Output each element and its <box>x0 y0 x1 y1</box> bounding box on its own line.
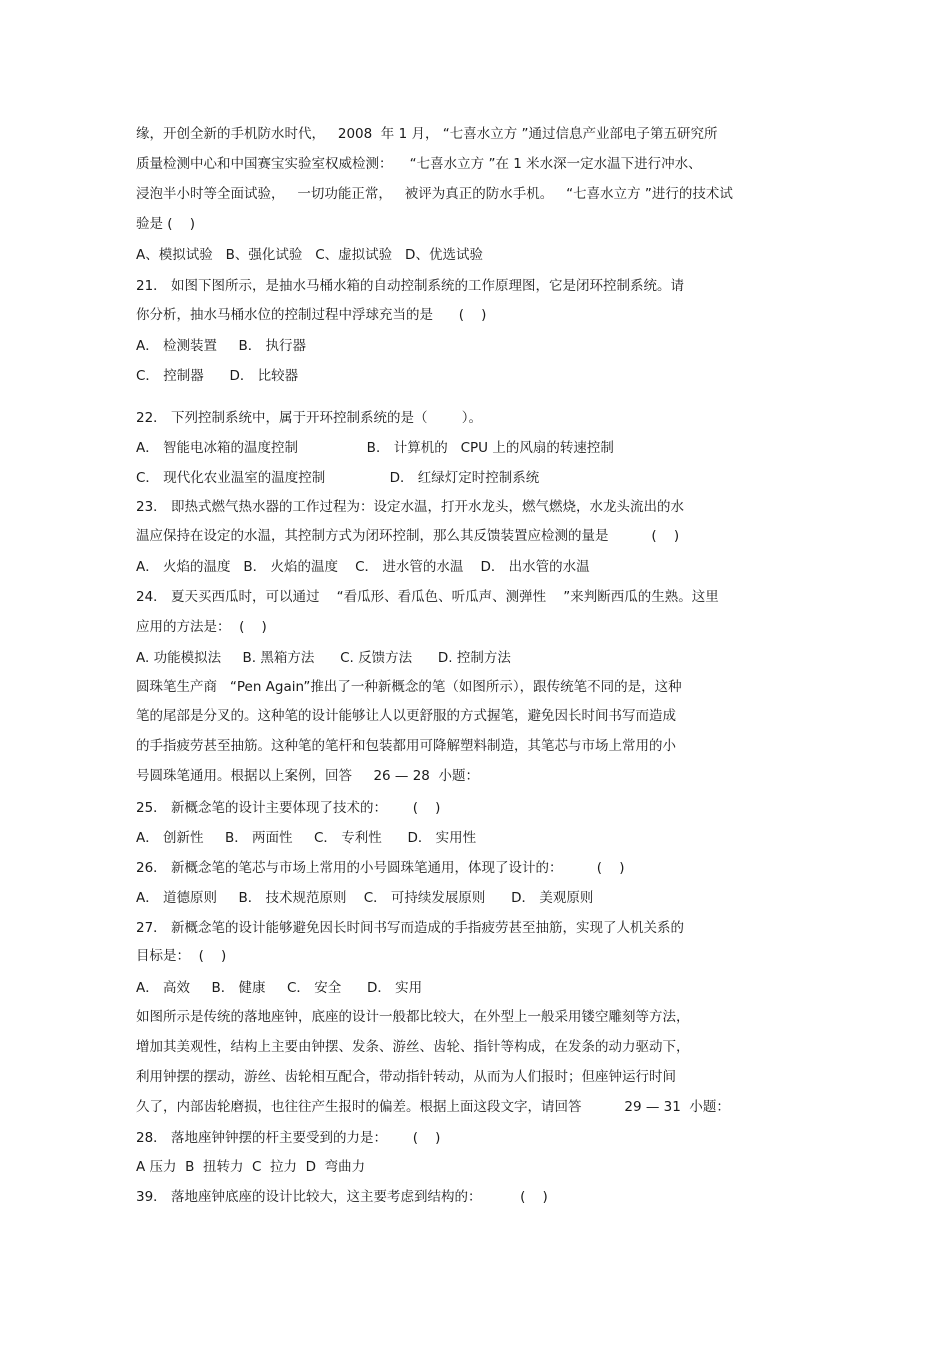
text-line: 39． 落地座钟底座的设计比较大，这主要考虑到结构的： ( ) <box>136 1189 548 1205</box>
text-line: 的手指疲劳甚至抽筋。这种笔的笔杆和包装都用可降解塑料制造，其笔芯与市场上常用的小 <box>136 738 676 754</box>
text-line: 笔的尾部是分叉的。这种笔的设计能够让人以更舒服的方式握笔，避免因长时间书写而造成 <box>136 708 676 724</box>
text-line: 应用的方法是： ( ) <box>136 619 267 635</box>
text-line: 22． 下列控制系统中，属于开环控制系统的是（ ）。 <box>136 410 483 426</box>
text-line: 21． 如图下图所示，是抽水马桶水箱的自动控制系统的工作原理图，它是闭环控制系统。请 <box>136 278 684 294</box>
text-line: A． 智能电冰箱的温度控制 B． 计算机的 CPU 上的风扇的转速控制 <box>136 440 614 456</box>
text-line: 号圆珠笔通用。根据以上案例，回答 26 — 28 小题： <box>136 768 479 784</box>
text-line: 利用钟摆的摆动，游丝、齿轮相互配合，带动指针转动，从而为人们报时；但座钟运行时间 <box>136 1069 676 1085</box>
text-line: 缘，开创全新的手机防水时代， 2008 年 1 月， “七喜水立方 ”通过信息产业部电子第五研究所 <box>136 126 718 142</box>
text-line: 27． 新概念笔的设计能够避免因长时间书写而造成的手指疲劳甚至抽筋，实现了人机关系的 <box>136 920 684 936</box>
text-line: 24． 夏天买西瓜时，可以通过 “看瓜形、看瓜色、听瓜声、测弹性 ”来判断西瓜的生熟。这里 <box>136 589 719 605</box>
text-line: 温应保持在设定的水温，其控制方式为闭环控制，那么其反馈装置应检测的量是 ( ) <box>136 528 680 544</box>
text-line: C． 现代化农业温室的温度控制 D． 红绿灯定时控制系统 <box>136 470 540 486</box>
text-line: 如图所示是传统的落地座钟，底座的设计一般都比较大，在外型上一般采用镂空雕刻等方法， <box>136 1009 690 1025</box>
text-line: C． 控制器 D． 比较器 <box>136 368 299 384</box>
text-line: 增加其美观性，结构上主要由钟摆、发条、游丝、齿轮、指针等构成，在发条的动力驱动下， <box>136 1039 690 1055</box>
text-line: 圆珠笔生产商 “Pen Again”推出了一种新概念的笔（如图所示），跟传统笔不同的是，这种 <box>136 679 682 695</box>
text-line: A． 道德原则 B． 技术规范原则 C． 可持续发展原则 D． 美观原则 <box>136 890 594 906</box>
text-line: A. 功能模拟法 B. 黑箱方法 C. 反馈方法 D. 控制方法 <box>136 650 511 666</box>
text-line: A 压力 B 扭转力 C 拉力 D 弯曲力 <box>136 1159 366 1175</box>
text-line: 23． 即热式燃气热水器的工作过程为：设定水温，打开水龙头，燃气燃烧，水龙头流出的水 <box>136 499 684 515</box>
text-line: 25． 新概念笔的设计主要体现了技术的： ( ) <box>136 800 441 816</box>
text-line: A． 创新性 B． 两面性 C． 专利性 D． 实用性 <box>136 830 477 846</box>
text-line: A． 检测装置 B． 执行器 <box>136 338 307 354</box>
text-line: 久了，内部齿轮磨损，也往往产生报时的偏差。根据上面这段文字，请回答 29 — 31 小题： <box>136 1099 730 1115</box>
text-line: 浸泡半小时等全面试验， 一切功能正常， 被评为真正的防水手机。 “七喜水立方 ”进行的技术试 <box>136 186 733 202</box>
text-line: 质量检测中心和中国赛宝实验室权威检测： “七喜水立方 ”在 1 米水深一定水温下进行冲水、 <box>136 156 702 172</box>
text-line: 验是 ( ) <box>136 216 195 232</box>
text-line: 目标是： ( ) <box>136 948 227 964</box>
text-line: 28． 落地座钟钟摆的杆主要受到的力是： ( ) <box>136 1130 441 1146</box>
text-line: 你分析，抽水马桶水位的控制过程中浮球充当的是 ( ) <box>136 307 487 323</box>
text-line: A、模拟试验 B、强化试验 C、虚拟试验 D、优选试验 <box>136 247 483 263</box>
text-line: 26． 新概念笔的笔芯与市场上常用的小号圆珠笔通用，体现了设计的： ( ) <box>136 860 625 876</box>
text-line: A． 高效 B． 健康 C． 安全 D． 实用 <box>136 980 423 996</box>
text-line: A． 火焰的温度 B． 火焰的温度 C． 进水管的水温 D． 出水管的水温 <box>136 559 590 575</box>
